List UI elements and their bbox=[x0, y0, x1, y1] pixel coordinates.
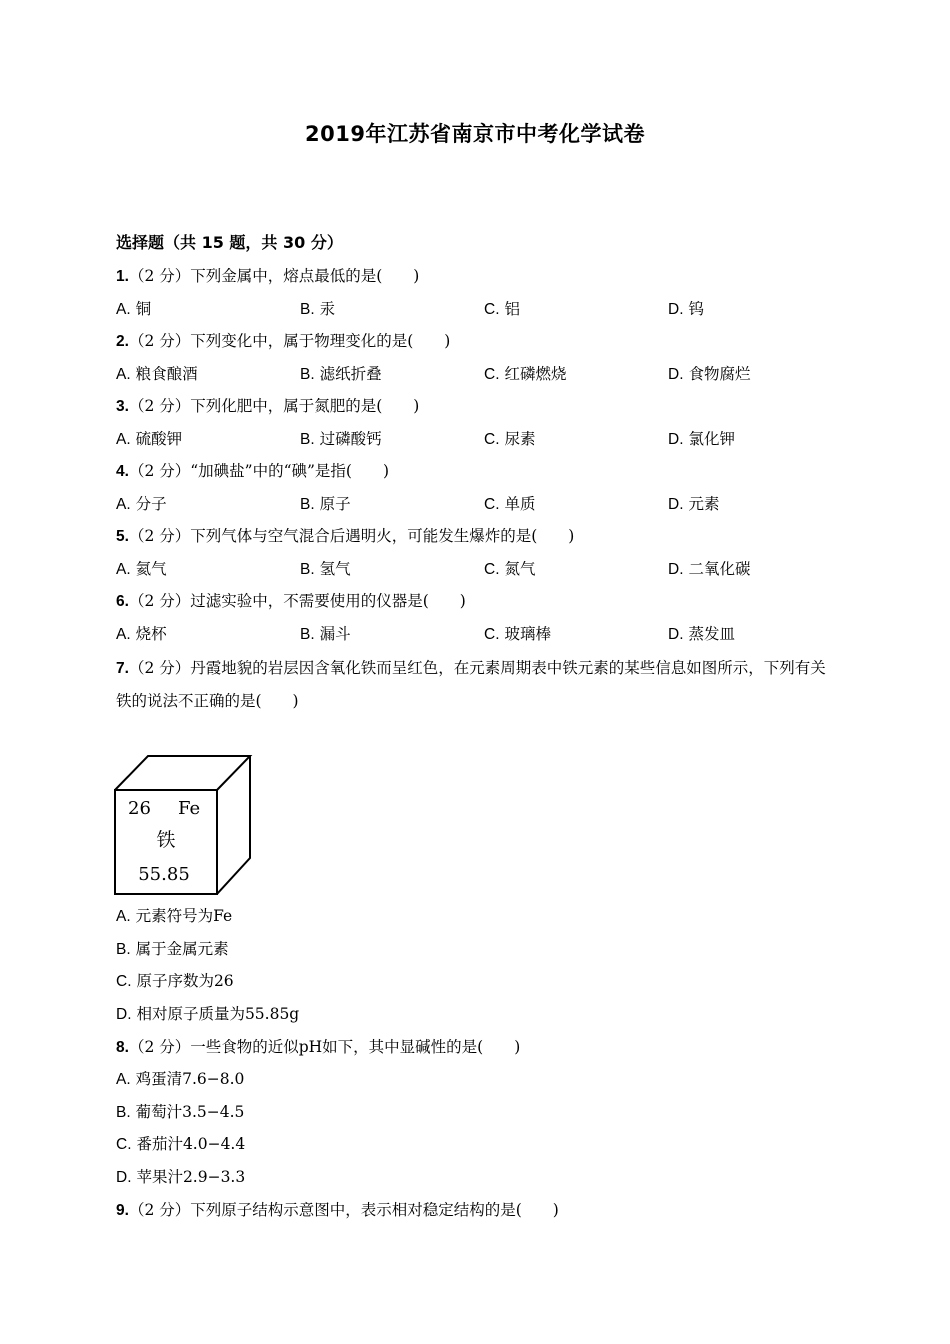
option-a: A. 分子 bbox=[116, 495, 167, 513]
option-b: B. 属于金属元素 bbox=[116, 940, 229, 958]
option-c: C. 玻璃棒 bbox=[484, 625, 551, 643]
option-a: A. 元素符号为Fe bbox=[116, 907, 233, 925]
periodic-element-card bbox=[112, 752, 254, 898]
question-text: （2 分）下列原子结构示意图中，表示相对稳定结构的是( ) bbox=[128, 1201, 559, 1219]
card-top-face bbox=[115, 756, 250, 790]
option-c: C. 铝 bbox=[484, 300, 520, 318]
option-d: D. 苹果汁2.9−3.3 bbox=[116, 1168, 246, 1186]
question-text: （2 分）下列金属中，熔点最低的是( ) bbox=[128, 267, 420, 285]
question-2 bbox=[116, 331, 450, 352]
question-1 bbox=[116, 266, 419, 287]
question-text: （2 分）丹霞地貌的岩层因含氧化铁而呈红色，在元素周期表中铁元素的某些信息如图所示，下列有关铁的说法不正确的是( ) bbox=[116, 659, 826, 710]
question-number: 8. bbox=[116, 1039, 129, 1056]
question-8 bbox=[116, 1037, 520, 1058]
option-c: C. 原子序数为26 bbox=[116, 972, 234, 990]
option-c: C. 红磷燃烧 bbox=[484, 365, 567, 383]
question-6 bbox=[116, 591, 466, 612]
question-3 bbox=[116, 396, 419, 417]
question-text: （2 分）过滤实验中，不需要使用的仪器是( ) bbox=[128, 592, 466, 610]
question-7 bbox=[116, 652, 836, 717]
question-text: （2 分）下列化肥中，属于氮肥的是( ) bbox=[128, 397, 420, 415]
option-d: D. 食物腐烂 bbox=[668, 365, 751, 383]
option-a: A. 氦气 bbox=[116, 560, 167, 578]
option-a: A. 硫酸钾 bbox=[116, 430, 183, 448]
question-number: 9. bbox=[116, 1202, 129, 1219]
section-heading: 选择题（共 15 题，共 30 分） bbox=[116, 233, 343, 252]
option-c: C. 番茄汁4.0−4.4 bbox=[116, 1135, 246, 1153]
option-c: C. 氮气 bbox=[484, 560, 536, 578]
question-text: （2 分）下列变化中，属于物理变化的是( ) bbox=[128, 332, 451, 350]
option-d: D. 二氧化碳 bbox=[668, 560, 751, 578]
question-4 bbox=[116, 461, 389, 482]
option-a: A. 鸡蛋清7.6−8.0 bbox=[116, 1070, 245, 1088]
option-a: A. 铜 bbox=[116, 300, 152, 318]
question-9 bbox=[116, 1200, 559, 1221]
option-b: B. 过磷酸钙 bbox=[300, 430, 382, 448]
question-text: （2 分）下列气体与空气混合后遇明火，可能发生爆炸的是( ) bbox=[128, 527, 575, 545]
option-b: B. 汞 bbox=[300, 300, 336, 318]
question-number: 5. bbox=[116, 528, 129, 545]
element-name: 铁 bbox=[156, 829, 176, 851]
element-symbol: Fe bbox=[178, 798, 201, 819]
option-d: D. 元素 bbox=[668, 495, 720, 513]
question-text: （2 分）“加碘盐”中的“碘”是指( ) bbox=[128, 462, 390, 480]
option-b: B. 葡萄汁3.5−4.5 bbox=[116, 1103, 245, 1121]
option-b: B. 原子 bbox=[300, 495, 351, 513]
question-text: （2 分）一些食物的近似pH如下，其中显碱性的是( ) bbox=[128, 1038, 521, 1056]
option-a: A. 烧杯 bbox=[116, 625, 167, 643]
atomic-mass: 55.85 bbox=[138, 864, 190, 885]
question-number: 3. bbox=[116, 398, 129, 415]
option-c: C. 尿素 bbox=[484, 430, 536, 448]
page-title: 2019年江苏省南京市中考化学试卷 bbox=[305, 122, 645, 146]
question-number: 6. bbox=[116, 593, 129, 610]
option-d: D. 蒸发皿 bbox=[668, 625, 735, 643]
option-d: D. 钨 bbox=[668, 300, 704, 318]
question-number: 4. bbox=[116, 463, 129, 480]
question-number: 1. bbox=[116, 268, 129, 285]
option-d: D. 氯化钾 bbox=[668, 430, 735, 448]
question-number: 7. bbox=[116, 660, 129, 677]
option-d: D. 相对原子质量为55.85g bbox=[116, 1005, 300, 1023]
atomic-number: 26 bbox=[128, 798, 151, 819]
question-5 bbox=[116, 526, 574, 547]
option-b: B. 滤纸折叠 bbox=[300, 365, 382, 383]
option-b: B. 氢气 bbox=[300, 560, 351, 578]
option-b: B. 漏斗 bbox=[300, 625, 351, 643]
option-a: A. 粮食酿酒 bbox=[116, 365, 198, 383]
option-c: C. 单质 bbox=[484, 495, 536, 513]
question-number: 2. bbox=[116, 333, 129, 350]
card-side-face bbox=[217, 756, 250, 894]
